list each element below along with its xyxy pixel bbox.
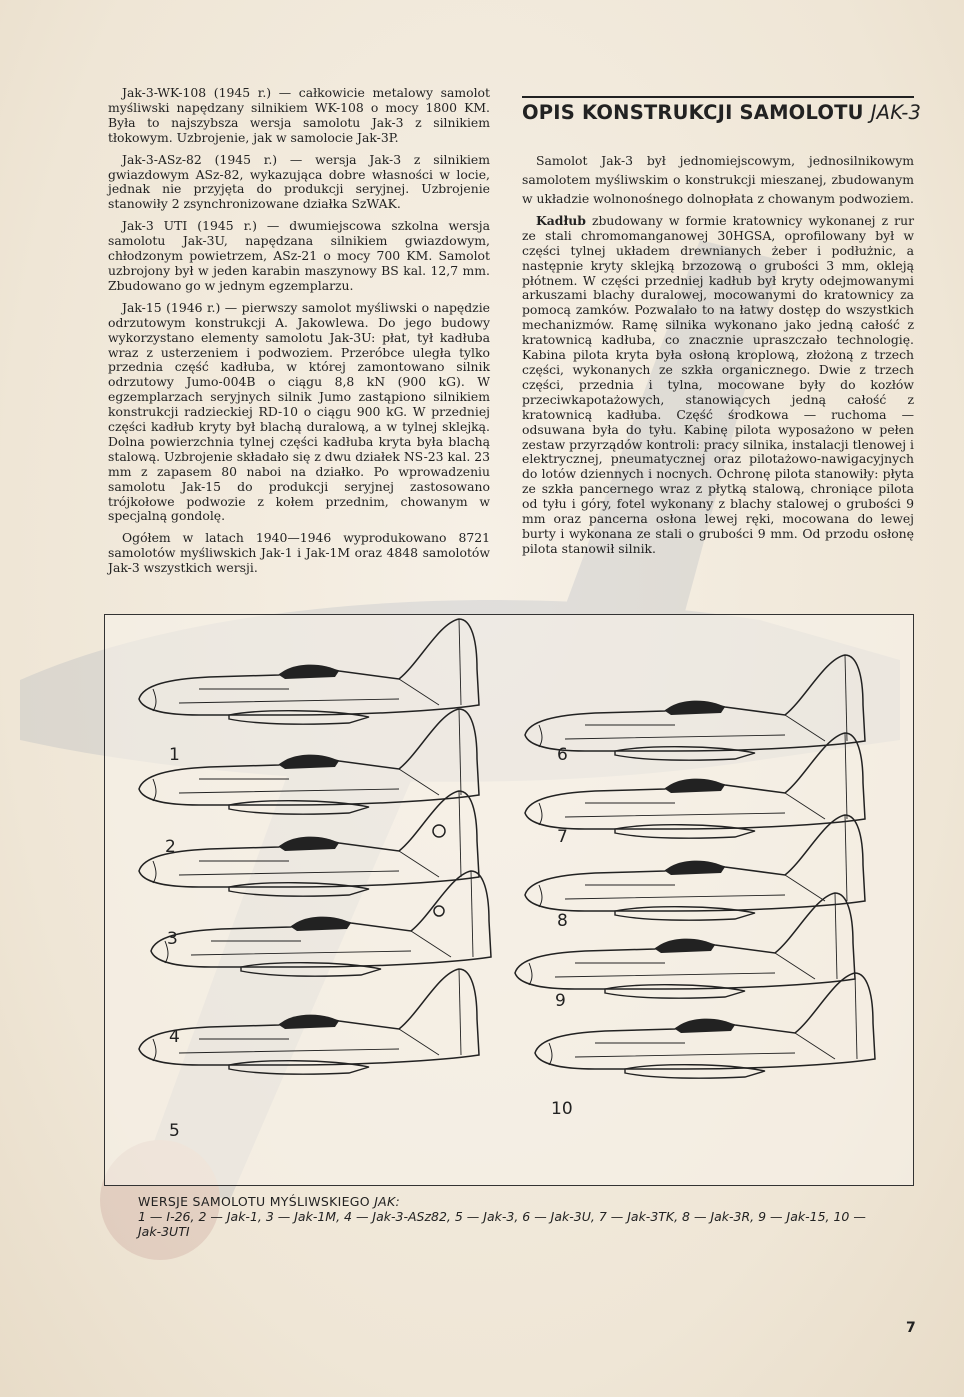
title-rule bbox=[522, 96, 914, 98]
left-text-column bbox=[108, 86, 490, 583]
fuselage-text: zbudowany w formie kratownicy wykonanej z rur ze stali chromomanganowej 30HGSA, oprofilowany był w części tylnej układem drewnianych żeber i podłużnic, a następnie kryty sklejką brzozową o grubości 3 mm, okleją płótnem. W części przedniej kadłub był kryty odejmowanymi arkuszami blachy duralowej, mocowanymi do kratownicy za pomocą zamków. Pozwalało to na łatwy dostęp do wszystkich mechanizmów. Ramę silnika wykonano jako jedną całość z kratownicą kadłuba, co znacznie upraszczało technologię. Kabina pilota kryta była osłoną kroplową, złożoną z trzech części, wykonanych ze szkła organicznego. Dwie z trzech części, przednia i tylna, mocowane były do kozłów przeciwkapotażowych, stanowiących jedną całość z kratownicą kadłuba. Część środkowa — ruchoma — odsuwana była do tyłu. Kabinę pilota wyposażono w pełen zestaw przyrządów kontroli: pracy silnika, instalacji tlenowej i elektrycznej, pneumatycznej oraz pilotażowo-nawigacyjnych do lotów dziennych i nocnych. Ochronę pilota stanowiły: płyta ze szkła pancernego wraz z płytką stalową, chroniące pilota od tyłu i góry, fotel wykonany z blachy stalowej o grubości 9 mm oraz pancerna osłona lewej ręki, mocowana do lewej burty i wykonana ze stali o grubości 9 mm. Od przodu osłonę pilota stanowił silnik. bbox=[522, 212, 914, 556]
paragraph-jak15: Jak-15 (1946 r.) — pierwszy samolot myśliwski o napędzie odrzutowym konstrukcji A. Jakowlewa. Do jego budowy wykorzystano elementy samolotu Jak-3U: płat, tył kadłuba wraz z usterzeniem i podwoziem. Przeróbce uległa tylko przednia część kadłuba, w której zamontowano silnik odrzutowy Jumo-004B o ciągu 8,8 kN (900 kG). W egzemplarzach seryjnych silnik Jumo zastąpiono silnikiem konstrukcji radzieckiej RD-10 o ciągu 900 kG. W przedniej części kadłub kryty był blachą duralową, a w tylnej sklejką. Dolna powierzchnia tylnej części kadłuba kryta była blachą stalową. Uzbrojenie składało się z dwu działek NS-23 kal. 23 mm z zapasem 80 naboi na działko. Po wprowadzeniu samolotu Jak-15 do produkcji seryjnej zastosowano trójkołowe podwozie z kołem przednim, chowanym w specjalną gondolę. bbox=[108, 299, 490, 524]
paragraph-production-total: Ogółem w latach 1940—1946 wyprodukowano 8721 samolotów myśliwskich Jak-1 i Jak-1M oraz 4848 samolotów Jak-3 wszystkich wersji. bbox=[108, 530, 490, 576]
caption-title bbox=[138, 1194, 878, 1209]
figure-number-4: 4 bbox=[169, 1027, 180, 1047]
figure-number-8: 8 bbox=[557, 911, 568, 931]
caption-title-prefix: WERSJE SAMOLOTU MYŚLIWSKIEGO bbox=[138, 1194, 370, 1209]
caption-title-model: JAK: bbox=[374, 1194, 401, 1209]
right-text-column bbox=[522, 96, 922, 563]
figure-number-10: 10 bbox=[551, 1099, 573, 1119]
aircraft-drawings bbox=[105, 615, 913, 1185]
figure-caption bbox=[138, 1194, 878, 1239]
paragraph-jak3-uti: Jak-3 UTI (1945 r.) — dwumiejscowa szkolna wersja samolotu Jak-3U, napędzana silnikiem gwiazdowym, chłodzonym powietrzem, ASz-21 o mocy 700 KM. Samolot uzbrojony był w jeden karabin maszynowy BS kal. 12,7 mm. Zbudowano go w jednym egzemplarzu. bbox=[108, 218, 490, 293]
aircraft-versions-figure bbox=[104, 614, 914, 1186]
paragraph-jak3-asz82: Jak-3-ASz-82 (1945 r.) — wersja Jak-3 z silnikiem gwiazdowym ASz-82, wykazująca dobre własności w locie, jednak nie przyjęta do produkcji seryjnej. Uzbrojenie stanowiły 2 zsynchronizowane działka SzWAK. bbox=[108, 151, 490, 212]
caption-list: 1 — I-26, 2 — Jak-1, 3 — Jak-1M, 4 — Jak-3-ASz82, 5 — Jak-3, 6 — Jak-3U, 7 — Jak-3TK, 8 — Jak-3R, 9 — Jak-15, 10 — Jak-3UTI bbox=[138, 1209, 866, 1239]
section-title-model: JAK-3 bbox=[870, 101, 922, 124]
figure-number-2: 2 bbox=[165, 837, 176, 857]
paragraph-intro: Samolot Jak-3 był jednomiejscowym, jednosilnikowym samolotem myśliwskim o konstrukcji mieszanej, zbudowanym w układzie wolnonośnego dolnopłata z chowanym podwoziem. bbox=[522, 152, 914, 206]
figure-number-7: 7 bbox=[557, 827, 568, 847]
paragraph-fuselage bbox=[522, 214, 914, 557]
page-number: 7 bbox=[906, 1320, 916, 1336]
figure-number-6: 6 bbox=[557, 745, 568, 765]
paragraph-jak3-wk108: Jak-3-WK-108 (1945 r.) — całkowicie metalowy samolot myśliwski napędzany silnikiem WK-108 o mocy 1800 KM. Była to najszybsza wersja samolotu Jak-3 z silnikiem tłokowym. Uzbrojenie, jak w samolocie Jak-3P. bbox=[108, 85, 490, 145]
section-title-main: OPIS KONSTRUKCJI SAMOLOTU bbox=[522, 101, 864, 124]
section-title bbox=[522, 101, 922, 124]
figure-number-9: 9 bbox=[555, 991, 566, 1011]
figure-number-1: 1 bbox=[169, 745, 180, 765]
figure-number-5: 5 bbox=[169, 1121, 180, 1141]
figure-number-3: 3 bbox=[167, 929, 178, 949]
fuselage-lead: Kadłub bbox=[536, 212, 586, 228]
